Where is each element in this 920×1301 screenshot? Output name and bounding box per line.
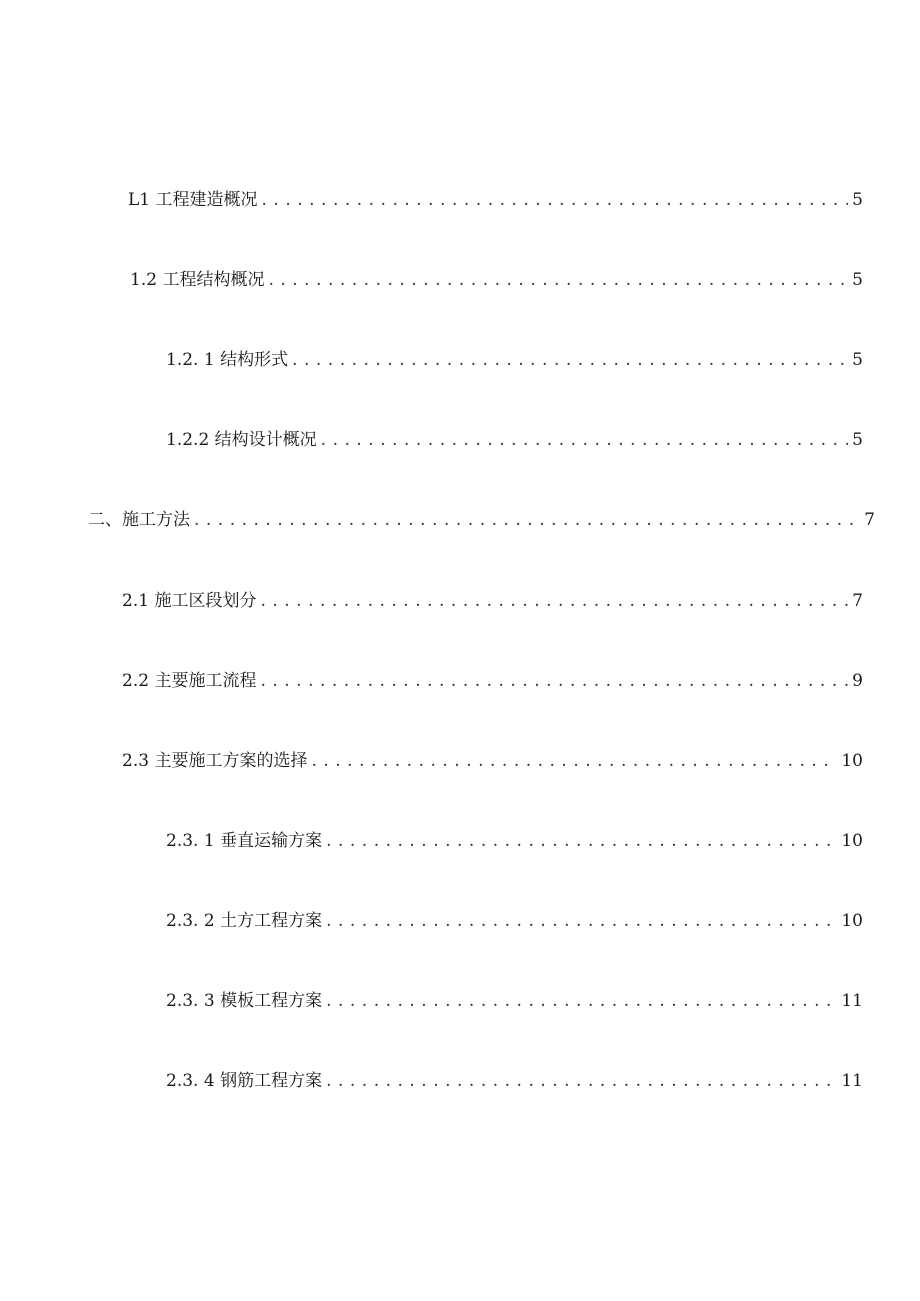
toc-page-number: 5: [852, 430, 863, 450]
toc-page-number: 10: [841, 831, 863, 851]
toc-page-number: 9: [852, 671, 863, 691]
toc-entry-label: 1.2 工程结构概况: [130, 270, 265, 290]
toc-dot-leader: [326, 989, 837, 1013]
toc-entry-label: 1.2. 1 结构形式: [166, 350, 289, 370]
toc-entry-1-2-1[interactable]: [166, 348, 863, 372]
toc-entry-2-2[interactable]: [122, 669, 863, 693]
toc-page-number: 7: [852, 591, 863, 611]
toc-entry-label: 1.2.2 结构设计概况: [166, 430, 317, 450]
toc-entry-label: 2.3. 2 土方工程方案: [166, 911, 323, 931]
toc-entry-label: 2.3 主要施工方案的选择: [122, 751, 308, 771]
toc-entry-2-1[interactable]: [122, 589, 863, 613]
toc-entry-chapter-2[interactable]: [88, 508, 875, 532]
toc-dot-leader: [194, 508, 860, 532]
toc-dot-leader: [260, 669, 848, 693]
toc-entry-1-2-2[interactable]: [166, 428, 863, 452]
toc-entry-label: 2.3. 3 模板工程方案: [166, 991, 323, 1011]
toc-entry-1-2[interactable]: [130, 268, 863, 292]
toc-page-number: 5: [852, 270, 863, 290]
toc-dot-leader: [326, 909, 837, 933]
toc-dot-leader: [326, 1069, 837, 1093]
toc-entry-2-3[interactable]: [122, 749, 863, 773]
toc-dot-leader: [260, 589, 848, 613]
toc-entry-label: 二、施工方法: [88, 510, 190, 530]
toc-entry-1-1[interactable]: [128, 188, 863, 212]
toc-page-number: 5: [852, 190, 863, 210]
toc-dot-leader: [326, 829, 837, 853]
toc-entry-2-3-4[interactable]: [166, 1069, 863, 1093]
toc-entry-2-3-3[interactable]: [166, 989, 863, 1013]
toc-entry-label: 2.3. 1 垂直运输方案: [166, 831, 323, 851]
toc-dot-leader: [292, 348, 848, 372]
toc-dot-leader: [262, 188, 849, 212]
toc-dot-leader: [321, 428, 849, 452]
toc-page-number: 11: [841, 991, 863, 1011]
toc-page-number: 7: [864, 510, 875, 530]
toc-dot-leader: [268, 268, 848, 292]
toc-entry-label: 2.1 施工区段划分: [122, 591, 257, 611]
toc-entry-2-3-1[interactable]: [166, 829, 863, 853]
toc-page-number: 10: [841, 751, 863, 771]
toc-page-number: 11: [841, 1071, 863, 1091]
toc-dot-leader: [311, 749, 837, 773]
toc-page-number: 10: [841, 911, 863, 931]
toc-page-number: 5: [852, 350, 863, 370]
toc-entry-2-3-2[interactable]: [166, 909, 863, 933]
toc-entry-label: 2.2 主要施工流程: [122, 671, 257, 691]
toc-entry-label: 2.3. 4 钢筋工程方案: [166, 1071, 323, 1091]
toc-entry-label: L1 工程建造概况: [128, 190, 258, 210]
